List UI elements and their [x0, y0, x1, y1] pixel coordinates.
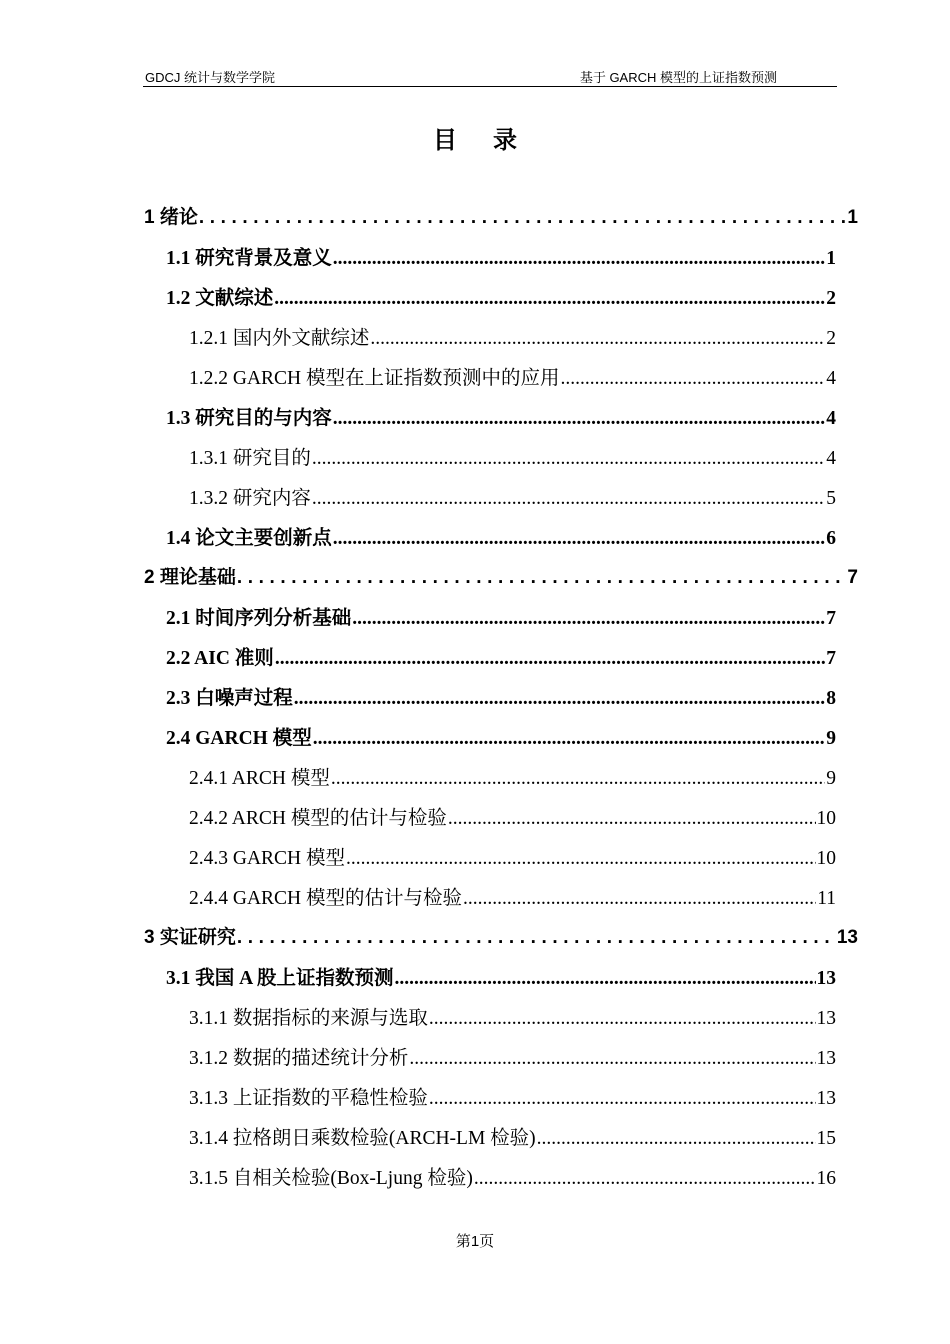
toc-entry[interactable]: [144, 202, 858, 230]
toc-leader-dots: [474, 1168, 816, 1190]
toc-entry-page: 13: [816, 1048, 836, 1069]
page-footer: [0, 1230, 950, 1251]
toc-entry[interactable]: [189, 1122, 836, 1150]
toc-entry[interactable]: [166, 962, 836, 990]
toc-entry[interactable]: [189, 1082, 836, 1110]
toc-entry-label: 2.4 GARCH 模型: [166, 728, 312, 749]
toc-entry[interactable]: [189, 442, 836, 470]
toc-entry-label: 1.4 论文主要创新点: [166, 528, 332, 549]
toc-entry[interactable]: [144, 562, 858, 590]
toc-leader-dots: [333, 528, 825, 550]
toc-leader-dots: [448, 808, 816, 830]
toc-leader-dots: [346, 848, 815, 870]
toc-entry[interactable]: [166, 642, 836, 670]
toc-leader-dots: [429, 1088, 816, 1110]
toc-entry-page: 4: [826, 408, 836, 429]
toc-entry-page: 8: [826, 688, 836, 709]
toc-leader-dots: [312, 488, 825, 510]
toc-entry[interactable]: [166, 722, 836, 750]
toc-entry-page: 5: [826, 488, 836, 509]
toc-entry-label: 3.1.5 自相关检验(Box-Ljung 检验): [189, 1168, 473, 1189]
toc-entry[interactable]: [166, 522, 836, 550]
toc-entry-page: 13: [836, 927, 858, 948]
toc-entry-page: 15: [816, 1128, 836, 1149]
toc-leader-dots: [313, 728, 826, 750]
toc-entry-label: 2.2 AIC 准则: [166, 648, 274, 669]
toc-entry-label: 3.1.2 数据的描述统计分析: [189, 1048, 409, 1069]
toc-entry[interactable]: [189, 802, 836, 830]
toc-entry-page: 7: [847, 567, 858, 588]
toc-entry[interactable]: [166, 282, 836, 310]
toc-leader-dots: [333, 248, 825, 270]
toc-entry-label: 1.3 研究目的与内容: [166, 408, 332, 429]
toc-entry-label: 2.4.3 GARCH 模型: [189, 848, 346, 869]
toc-entry[interactable]: [189, 1002, 836, 1030]
toc-entry-label: 2.4.4 GARCH 模型的估计与检验: [189, 888, 463, 909]
header-thesis-title: 基于 GARCH 模型的上证指数预测: [579, 70, 777, 85]
toc-entry-page: 9: [826, 768, 836, 789]
toc-entry-page: 13: [816, 1008, 836, 1029]
page-number: 第1页: [455, 1233, 495, 1250]
toc-leader-dots: [409, 1048, 815, 1070]
toc-entry[interactable]: [189, 362, 836, 390]
toc-entry-label: 3.1 我国 A 股上证指数预测: [166, 968, 394, 989]
toc-entry[interactable]: [189, 842, 836, 870]
toc-entry[interactable]: [189, 882, 836, 910]
toc-entry-label: 1.2 文献综述: [166, 288, 274, 309]
toc-leader-dots: [312, 448, 825, 470]
toc-entry[interactable]: [189, 1042, 836, 1070]
toc-leader-dots: [199, 207, 847, 229]
toc-entry-label: 2.4.2 ARCH 模型的估计与检验: [189, 808, 447, 829]
toc-entry[interactable]: [166, 242, 836, 270]
toc-entry-label: 2 理论基础: [144, 567, 236, 588]
toc-leader-dots: [352, 608, 825, 630]
toc-entry-label: 1.1 研究背景及意义: [166, 248, 332, 269]
toc-leader-dots: [294, 688, 825, 710]
toc-leader-dots: [237, 927, 836, 949]
toc-entry-label: 1.2.1 国内外文献综述: [189, 328, 370, 349]
toc-entry-page: 7: [826, 648, 836, 669]
toc-leader-dots: [275, 648, 825, 670]
header-institution: GDCJ 统计与数学学院: [145, 70, 276, 85]
toc-leader-dots: [395, 968, 816, 990]
toc-leader-dots: [463, 888, 816, 910]
toc-entry[interactable]: [166, 682, 836, 710]
toc-entry-page: 4: [826, 448, 836, 469]
toc-entry[interactable]: [144, 922, 858, 950]
toc-leader-dots: [537, 1128, 816, 1150]
toc-entry-label: 1.3.2 研究内容: [189, 488, 311, 509]
toc-leader-dots: [561, 368, 826, 390]
page-header: [143, 66, 837, 87]
toc-leader-dots: [237, 567, 847, 589]
toc-entry-label: 2.3 白噪声过程: [166, 688, 293, 709]
toc-entry-page: 10: [816, 848, 836, 869]
toc-title: 目录: [433, 126, 553, 154]
toc-entry-label: 1.2.2 GARCH 模型在上证指数预测中的应用: [189, 368, 560, 389]
toc-entry-page: 11: [817, 888, 836, 909]
toc-entry-page: 16: [816, 1168, 836, 1189]
toc-entry[interactable]: [189, 482, 836, 510]
toc-entry-page: 1: [847, 207, 858, 228]
toc-entry-page: 13: [816, 1088, 836, 1109]
toc-leader-dots: [274, 288, 825, 310]
toc-entry-page: 13: [816, 968, 836, 989]
toc-leader-dots: [333, 408, 825, 430]
toc-entry[interactable]: [189, 1162, 836, 1190]
toc-entry-page: 2: [826, 288, 836, 309]
toc-entry[interactable]: [189, 762, 836, 790]
toc-entry-page: 2: [826, 328, 836, 349]
toc-entry-label: 2.4.1 ARCH 模型: [189, 768, 330, 789]
toc-entry-page: 1: [826, 248, 836, 269]
toc-entry-label: 2.1 时间序列分析基础: [166, 608, 352, 629]
toc-entry-page: 10: [816, 808, 836, 829]
toc-leader-dots: [429, 1008, 816, 1030]
toc-leader-dots: [331, 768, 825, 790]
toc-entry-page: 4: [826, 368, 836, 389]
toc-leader-dots: [370, 328, 825, 350]
toc-entry-page: 9: [826, 728, 836, 749]
toc-entry-label: 1.3.1 研究目的: [189, 448, 311, 469]
toc-entry-label: 1 绪论: [144, 207, 198, 228]
toc-entry[interactable]: [189, 322, 836, 350]
toc-entry[interactable]: [166, 402, 836, 430]
toc-entry-label: 3.1.4 拉格朗日乘数检验(ARCH-LM 检验): [189, 1128, 536, 1149]
toc-entry-label: 3.1.1 数据指标的来源与选取: [189, 1008, 428, 1029]
toc-entry-label: 3 实证研究: [144, 927, 236, 948]
toc-entry-page: 7: [826, 608, 836, 629]
toc-entry-page: 6: [826, 528, 836, 549]
toc-entry-label: 3.1.3 上证指数的平稳性检验: [189, 1088, 428, 1109]
toc-entry[interactable]: [166, 602, 836, 630]
